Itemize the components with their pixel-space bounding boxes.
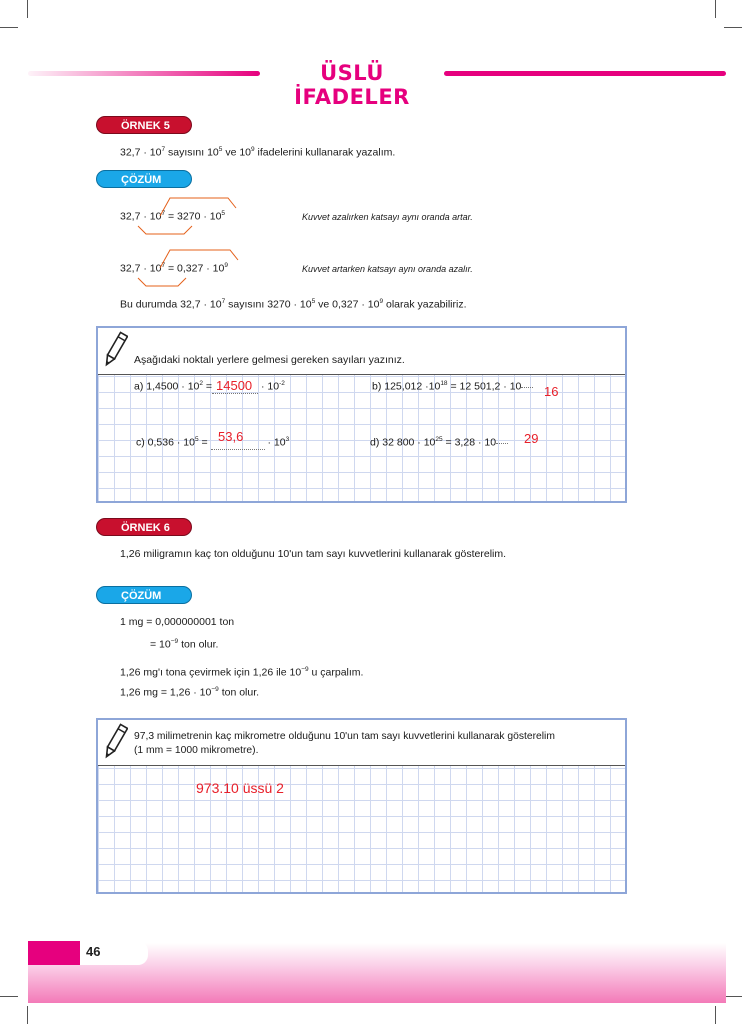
exercise-1-item-c: c) $0,536 \cdot 10^5$ = · $10^3$	[136, 436, 290, 449]
crop-mark	[27, 1006, 28, 1024]
solution-5-note-2: Kuvvet artarken katsayı aynı oranda azalır.	[302, 264, 473, 274]
page-number: 46	[86, 944, 101, 959]
solution-5-line-2: $32,7 \cdot 10^7 = 0,327 \cdot 10^9$	[120, 262, 228, 275]
crop-mark	[0, 27, 18, 28]
pencil-icon	[102, 722, 128, 762]
header-line-right	[444, 71, 726, 76]
exercise-1-answer-c: 53,6	[218, 429, 244, 444]
exercise-1-answer-d: 29	[524, 431, 539, 446]
solution-6-line-3: 1,26 mg'ı tona çevirmek için 1,26 ile $10^{-9}$ u çarpalım.	[120, 666, 364, 679]
exercise-1-grid	[96, 326, 627, 503]
exercise-2-header	[98, 720, 625, 766]
exercise-2-instruction-line-2: (1 mm = 1000 mikrometre).	[134, 745, 259, 756]
exercise-1-item-a: a) $1,4500 \cdot 10^2$ = · $10^{-2}$	[134, 380, 285, 393]
exercise-1-instruction: Aşağıdaki noktalı yerlere gelmesi gereken sayıları yazınız.	[134, 354, 405, 366]
crop-mark	[0, 996, 18, 997]
solution-5-conclusion: Bu durumda $32,7 \cdot 10^7$ sayısını $3270 \cdot 10^5$ ve $0,327 \cdot 10^9$ olarak yazabiliriz.	[120, 298, 467, 311]
solution-5-note-1: Kuvvet azalırken katsayı aynı oranda artar.	[302, 212, 473, 222]
example-5-badge: ÖRNEK 5	[96, 116, 192, 134]
crop-mark	[724, 27, 742, 28]
header-line-left	[28, 71, 260, 76]
solution-6-badge: ÇÖZÜM	[96, 586, 192, 604]
solution-5-line-2-arrows	[118, 244, 248, 292]
example-6-statement: 1,26 miligramın kaç ton olduğunu 10'un tam sayı kuvvetlerini kullanarak gösterelim.	[120, 548, 507, 560]
example-5-statement: $32,7 \cdot 10^7$ sayısını $10^5$ ve $10^9$ ifadelerini kullanarak yazalım.	[120, 146, 396, 159]
crop-mark	[27, 0, 28, 18]
crop-mark	[715, 1006, 716, 1024]
exercise-1-item-d: d) 32 $800 \cdot 10^{25} = 3,28 \cdot 10$	[370, 436, 508, 449]
page-tab	[28, 941, 80, 965]
solution-6-line-4: 1,26 mg = $1,26 \cdot 10^{-9}$ ton olur.	[120, 686, 260, 699]
page-title: ÜSLÜ İFADELER	[294, 61, 410, 109]
pencil-icon	[102, 330, 128, 370]
exercise-1-item-b: b) $125,012 \cdot 10^{18} = 12$ 501,2 · 10	[372, 380, 533, 393]
crop-mark	[715, 0, 716, 18]
solution-6-line-1: 1 mg = 0,000000001 ton	[120, 616, 235, 628]
solution-6-line-2: = $10^{-9}$ ton olur.	[150, 638, 219, 651]
solution-5-badge: ÇÖZÜM	[96, 170, 192, 188]
exercise-2-instruction-line-1: 97,3 milimetrenin kaç mikrometre olduğunu 10'un tam sayı kuvvetlerini kullanarak gösterelim	[134, 731, 555, 742]
example-6-badge: ÖRNEK 6	[96, 518, 192, 536]
exercise-1-header	[98, 328, 625, 375]
solution-5-line-1-arrows	[118, 192, 248, 240]
crop-mark	[724, 996, 742, 997]
exercise-1-answer-b: 16	[544, 384, 559, 399]
exercise-2-answer: 973.10 üssü 2	[196, 780, 284, 796]
exercise-1-answer-a: 14500	[216, 378, 253, 393]
solution-5-line-1: $32,7 \cdot 10^7 = 3270 \cdot 10^5$	[120, 210, 226, 223]
